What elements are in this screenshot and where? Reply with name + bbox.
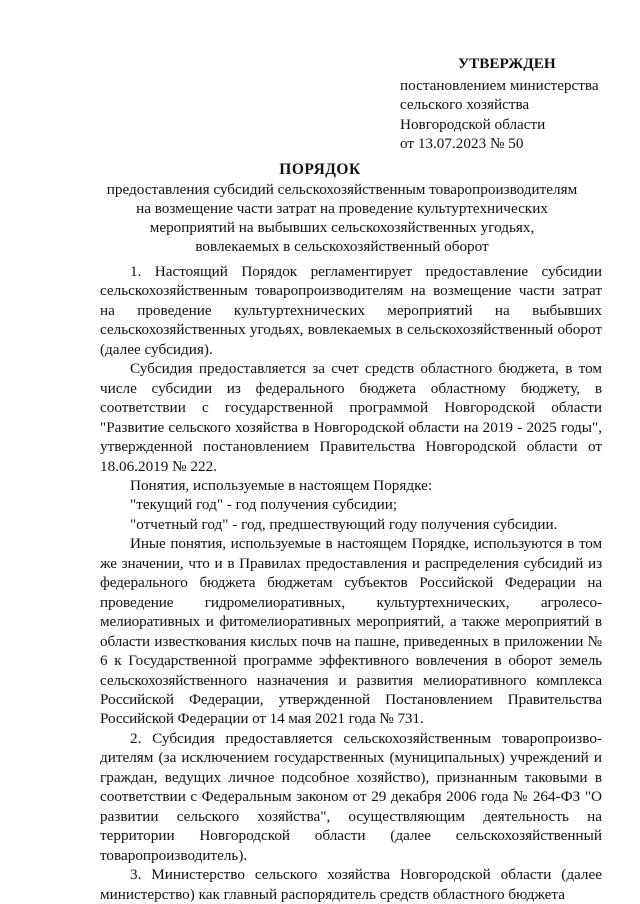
subtitle-line: на возмещение части затрат на проведение культуртехнических — [136, 200, 548, 217]
document-body — [100, 262, 602, 904]
approval-title: УТВЕРЖДЕН — [458, 55, 556, 72]
approval-stamp — [400, 54, 630, 154]
document-title: ПОРЯДОК — [279, 161, 361, 178]
paragraph-2: 2. Субсидия предоставляется сельскохозяйственным товаропроизво-дителям (за исключением государственных (муниципальных) учреждений и граждан, ведущих личное подсобное хозяйство), признанным таковыми в соответствии с Федеральным законом от 29 декабря 2006 года № 264-ФЗ "О развитии сельского хозяйства", осуществляющим деятельность на территории Новгородской области (далее сельскохозяйственный товаропроизводитель). — [100, 729, 602, 864]
paragraph-term-current-year: "текущий год" - год получения субсидии; — [130, 496, 398, 514]
approval-line: Новгородской области — [400, 115, 546, 133]
subtitle-line: предоставления субсидий сельскохозяйственным товаропроизводителям — [106, 181, 578, 198]
approval-date-line: от 13.07.2023 № 50 — [400, 135, 524, 152]
paragraph-1: 1. Настоящий Порядок регламентирует предоставление субсидии сельскохозяйственным товаропроизводителям на возмещение части затрат на проведение культуртехнических мероприятий на выбывших сельскохозяйственных угодьях, вовлекаемых в сельскохозяйственный оборот (далее субсидия). — [100, 263, 602, 358]
document-subtitle — [100, 180, 584, 256]
approval-line: сельского хозяйства — [400, 96, 530, 113]
subtitle-line: вовлекаемых в сельскохозяйственный оборот — [195, 238, 489, 255]
paragraph-terms-intro: Понятия, используемые в настоящем Порядке: — [130, 476, 433, 494]
paragraph-other-terms: Иные понятия, используемые в настоящем Порядке, используются в том же значении, что и в Правилах предоставления и распределения субсидий из федерального бюджета бюджетам субъектов Российской Федерации на проведение гидромелиоративных, культуртехнических, агролесо-мелиоративных и фитомелиоративных мероприятий, а также мероприятий в области известкования кислых почв на пашне, приведенных в приложении № 6 к Государственной программе эффективного вовлечения в оборот земель сельскохозяйственного назначения и развития мелиоративного комплекса Российской Федерации, утвержденной Постановлением Правительства Российской Федерации от 14 мая 2021 года № 731. — [100, 535, 602, 728]
paragraph-3: 3. Министерство сельского хозяйства Новгородской области (далее министерство) как главный распорядитель средств областного бюджета — [100, 866, 602, 903]
approval-line: постановлением министерства — [400, 76, 599, 94]
paragraph-subsidy-source: Субсидия предоставляется за счет средств областного бюджета, в том числе субсидии из федерального бюджета областному бюджету, в соответствии с государственной программой Новгородской области "Развитие сельского хозяйства в Новгородской области на 2019 - 2025 годы", утвержденной постановлением Правительства Новгородской области от 18.06.2019 № 222. — [100, 360, 602, 475]
paragraph-term-reporting-year: "отчетный год" - год, предшествующий году получения субсидии. — [130, 515, 558, 533]
subtitle-line: мероприятий на выбывших сельскохозяйственных угодьях, — [149, 219, 535, 236]
